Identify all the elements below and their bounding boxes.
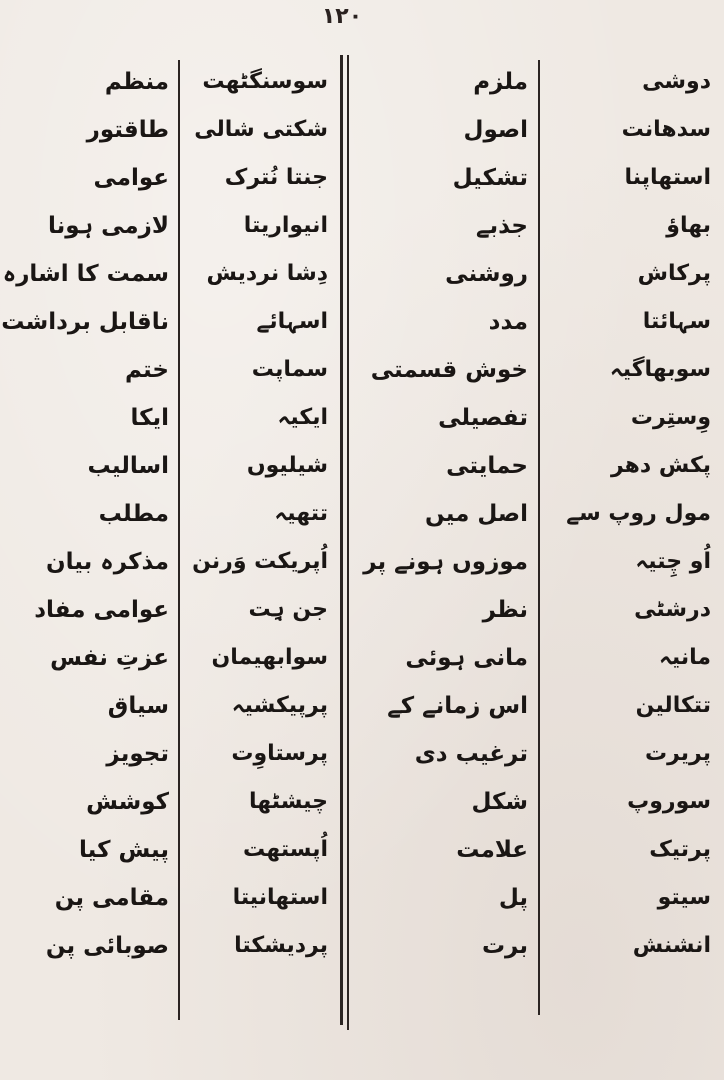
list-item: سدھانت <box>621 117 711 142</box>
page-number: ۱۲۰ <box>321 4 363 29</box>
right-column-divider <box>538 60 540 1015</box>
list-item: پریرت <box>645 741 711 766</box>
list-item: جذبے <box>476 213 528 239</box>
list-item: انشنش <box>632 933 711 958</box>
center-divider-line <box>340 55 343 1025</box>
list-item: عوامی <box>93 165 169 191</box>
list-item: چیشٹھا <box>249 789 328 814</box>
list-item: درشٹی <box>634 597 711 622</box>
urdu-meanings-column-right <box>1 58 175 970</box>
list-item: سمت کا اشارہ <box>2 261 169 287</box>
list-item: سیاق <box>107 693 169 719</box>
list-item: اُپریکت وَرنن <box>192 549 328 574</box>
list-item: پرستاوِت <box>231 741 328 766</box>
list-item: ناقابل برداشت <box>1 309 169 335</box>
list-item: پرتیک <box>649 837 711 862</box>
list-item: پکش دھر <box>610 453 711 478</box>
list-item: منظم <box>104 69 169 95</box>
list-item: اسالیب <box>87 453 169 479</box>
list-item: مطلب <box>98 501 169 527</box>
list-item: بھاؤ <box>666 213 711 238</box>
list-item: برت <box>481 933 528 959</box>
list-item: مانی ہوئی <box>405 645 528 671</box>
list-item: شکل <box>471 789 528 815</box>
list-item: سوروپ <box>627 789 711 814</box>
list-item: پرپیکشیہ <box>231 693 328 718</box>
list-item: جنتا نُترک <box>224 165 328 190</box>
list-item: کوشش <box>86 789 169 815</box>
list-item: عوامی مفاد <box>34 597 169 623</box>
list-item: اصل میں <box>425 501 528 527</box>
list-item: تجویز <box>106 741 169 767</box>
list-item: جن ہِت <box>248 597 328 622</box>
list-item: لازمی ہونا <box>47 213 169 239</box>
center-divider-line-second <box>347 55 349 1030</box>
list-item: موزوں ہونے پر <box>363 549 528 575</box>
left-column-divider <box>178 60 180 1020</box>
list-item: طاقتور <box>86 117 169 143</box>
list-item: پل <box>498 885 528 911</box>
hindi-words-column-left <box>542 58 717 970</box>
divider-mark <box>341 472 347 512</box>
list-item: سوسنگٹھت <box>202 69 328 94</box>
list-item: اصول <box>463 117 528 143</box>
list-item: اس زمانے کے <box>387 693 528 719</box>
list-item: تفصیلی <box>438 405 528 431</box>
list-item: صوبائی پن <box>45 933 169 959</box>
list-item: استھانیتا <box>232 885 328 910</box>
hindi-words-column-right <box>184 58 334 970</box>
list-item: ترغیب دی <box>414 741 528 767</box>
urdu-meanings-column-left <box>352 58 534 970</box>
list-item: پرکاش <box>637 261 711 286</box>
list-item: مذکرہ بیان <box>46 549 169 575</box>
list-item: سماپت <box>251 357 328 382</box>
list-item: تتھیہ <box>274 501 328 526</box>
list-item: تشکیل <box>452 165 528 191</box>
list-item: انیواریتا <box>243 213 328 238</box>
list-item: خوش قسمتی <box>370 357 528 383</box>
list-item: مول روپ سے <box>566 501 711 526</box>
list-item: مقامی پن <box>54 885 169 911</box>
list-item: مدد <box>488 309 528 335</box>
list-item: دِشا نردیش <box>206 261 328 286</box>
list-item: علامت <box>456 837 528 863</box>
list-item: استھاپنا <box>624 165 711 190</box>
list-item: وِستِرت <box>630 405 711 430</box>
list-item: سوابھیمان <box>211 645 328 670</box>
list-item: ملزم <box>473 69 528 95</box>
list-item: شیلیوں <box>246 453 328 478</box>
list-item: روشنی <box>445 261 528 287</box>
list-item: تتکالین <box>635 693 711 718</box>
list-item: اُپستھت <box>243 837 328 862</box>
list-item: ایکا <box>130 405 169 431</box>
list-item: پردیشکتا <box>234 933 328 958</box>
list-item: دوشی <box>642 69 711 94</box>
list-item: پیش کیا <box>79 837 169 863</box>
list-item: شکتی شالی <box>194 117 328 142</box>
list-item: ایکیہ <box>277 405 328 430</box>
list-item: حمایتی <box>446 453 528 479</box>
list-item: سہائتا <box>642 309 711 334</box>
list-item: سیتو <box>657 885 711 910</box>
list-item: مانیہ <box>658 645 711 670</box>
list-item: سوبھاگیہ <box>609 357 711 382</box>
list-item: نظر <box>482 597 528 623</box>
list-item: اُو چِتیہ <box>635 549 711 574</box>
list-item: عزتِ نفس <box>50 645 169 671</box>
list-item: ختم <box>124 357 169 383</box>
list-item: اسہائے <box>256 309 328 334</box>
